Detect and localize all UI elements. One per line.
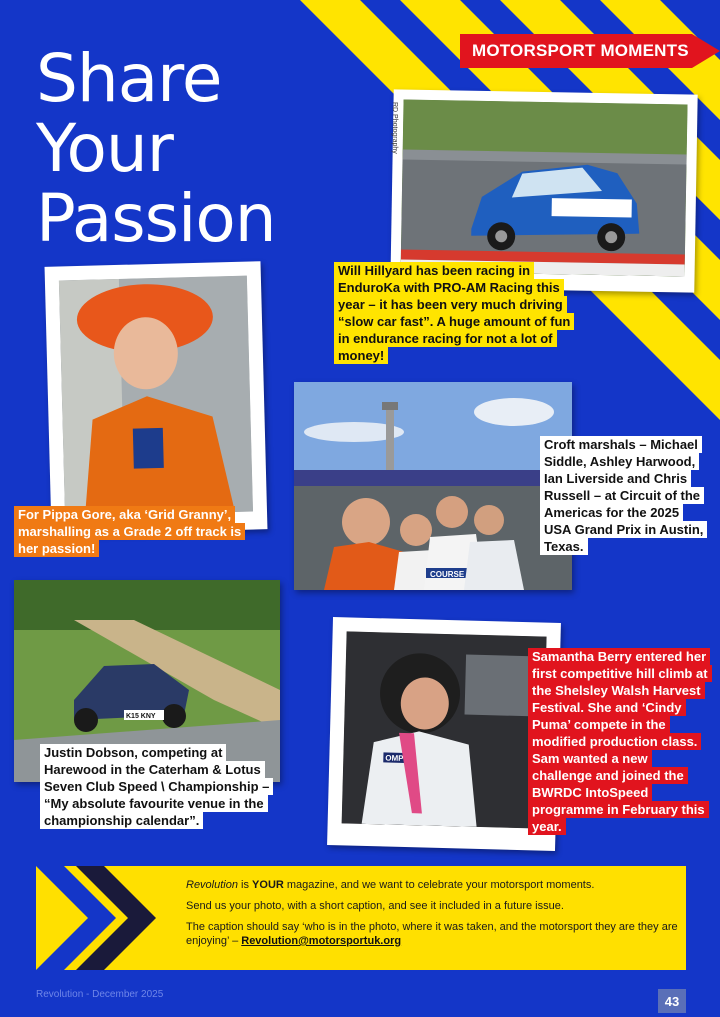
page-title (36, 40, 276, 257)
cota-marshals-photo (294, 382, 572, 590)
title-line-2: Your (36, 110, 173, 187)
samantha-photo (342, 631, 547, 828)
course-text: COURSE (430, 570, 465, 579)
section-tag-arrow (692, 34, 720, 68)
caption-justin-dobson: Justin Dobson, competing at Harewood in the Caterham & Lotus Seven Club Speed \ Championship – “My absolute favourite venue in the championship calendar”. (40, 744, 280, 829)
section-tag-label: MOTORSPORT MOMENTS (472, 41, 689, 60)
car-plate-text: K15 KNY (126, 713, 156, 720)
banner-paragraph-3: The caption should say ‘who is in the photo, where it was taken, and the motorsport they are they are enjoying’ – Revolution@motorsportuk.org (186, 921, 678, 947)
photo-croft-marshals (294, 382, 572, 590)
photo-credit: RD Photography (391, 102, 398, 154)
footer-issue: Revolution - December 2025 (36, 989, 164, 1000)
chevron-icon (36, 866, 176, 970)
email-link[interactable]: Revolution@motorsportuk.org (241, 935, 402, 947)
photo-samantha-berry (327, 617, 561, 851)
marshal-photo (59, 276, 253, 517)
omp-text: OMP (385, 753, 404, 763)
race-car-photo (401, 100, 688, 277)
caption-samantha-berry: Samantha Berry entered her first competitive hill climb at the Shelsley Walsh Harvest Festival. She and ‘Cindy Puma’ compete in the modified production class. Sam wanted a new challenge and joined the BWRDC IntoSpeed programme in February this year. (528, 648, 708, 835)
submit-banner (36, 866, 686, 970)
caption-pippa-gore: For Pippa Gore, aka ‘Grid Granny’, marshalling as a Grade 2 off track is her passion! (14, 506, 262, 557)
banner-text (186, 878, 680, 955)
title-line-1: Share (36, 40, 222, 117)
section-tag (460, 34, 692, 68)
photo-pippa-gore (45, 261, 268, 535)
title-line-3: Passion (36, 180, 276, 257)
page-number: 43 (658, 989, 686, 1013)
banner-paragraph-1: Revolution is YOUR magazine, and we want to celebrate your motorsport moments. (186, 879, 595, 891)
caption-will-hillyard: Will Hillyard has been racing in EnduroKa with PRO-AM Racing this year – it has been very much driving “slow car fast”. A huge amount of fun in endurance racing for not a lot of money! (334, 262, 574, 364)
banner-paragraph-2: Send us your photo, with a short caption, and see it included in a future issue. (186, 900, 564, 912)
caption-croft-marshals: Croft marshals – Michael Siddle, Ashley Harwood, Ian Liverside and Chris Russell – at Circuit of the Americas for the 2025 USA Grand Prix in Austin, Texas. (540, 436, 708, 555)
